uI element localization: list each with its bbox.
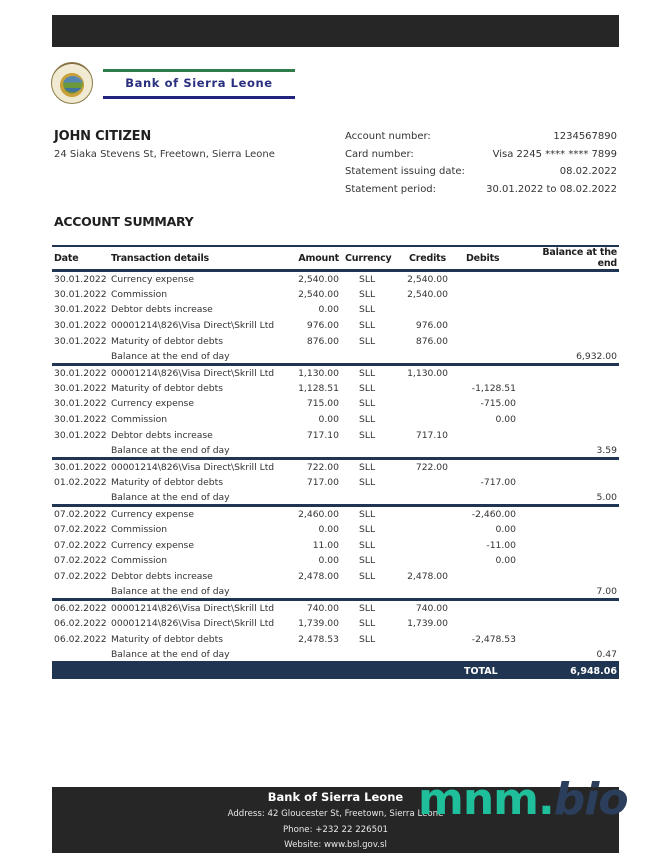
cell-details: Debtor debts increase — [111, 304, 213, 316]
cell-debit: 0.00 — [495, 555, 516, 567]
table-row — [52, 600, 619, 616]
cell-debit — [450, 365, 518, 381]
cell-currency: SLL — [359, 570, 376, 582]
footer-bank-name: Bank of Sierra Leone — [267, 790, 404, 804]
cell-details: Balance at the end of day — [109, 584, 287, 600]
cell-currency: SLL — [359, 304, 376, 316]
cell-currency: SLL — [359, 461, 376, 473]
transactions-table — [52, 245, 619, 679]
table-row — [52, 286, 619, 302]
cell-details: Currency expense — [111, 539, 194, 551]
cell-amount: 722.00 — [306, 461, 339, 473]
cell-currency: SLL — [359, 633, 376, 645]
cell-currency: SLL — [359, 508, 376, 520]
info-value: 08.02.2022 — [559, 166, 617, 177]
cell-date: 06.02.2022 — [54, 603, 107, 615]
col-header-credits: Credits — [403, 246, 450, 271]
cell-date: 07.02.2022 — [54, 523, 107, 535]
cell-details: Maturity of debtor debts — [111, 335, 223, 347]
cell-credit — [403, 490, 450, 506]
table-row — [52, 459, 619, 475]
cell-debit — [450, 443, 518, 459]
cell-debit — [450, 459, 518, 475]
cell-credit: 976.00 — [415, 319, 448, 331]
cell-date: 06.02.2022 — [54, 633, 107, 645]
table-header-row — [52, 246, 619, 271]
cell-balance: 3.59 — [518, 443, 619, 459]
footer-phone: Phone: +232 22 226501 — [282, 824, 389, 835]
cell-date: 30.01.2022 — [54, 304, 107, 316]
logo-navy-rule — [103, 96, 295, 99]
cell-currency — [341, 490, 403, 506]
cell-amount — [287, 349, 341, 365]
section-title: ACCOUNT SUMMARY — [54, 214, 194, 229]
col-header-details: Transaction details — [109, 246, 287, 271]
info-value: 1234567890 — [553, 131, 617, 142]
cell-credit: 740.00 — [415, 603, 448, 615]
logo-green-rule — [103, 69, 295, 72]
total-row — [52, 663, 619, 679]
cell-details: 00001214\826\Visa Direct\Skrill Ltd — [111, 461, 275, 473]
cell-debit — [450, 271, 518, 287]
cell-debit — [450, 427, 518, 443]
cell-amount: 1,128.51 — [298, 382, 339, 394]
cell-currency: SLL — [359, 335, 376, 347]
cell-details: Commission — [111, 555, 168, 567]
cell-debit: 0.00 — [495, 523, 516, 535]
cell-credit — [403, 553, 450, 569]
cell-details: Commission — [111, 523, 168, 535]
cell-balance — [518, 522, 619, 538]
transactions-body — [52, 271, 619, 663]
cell-credit: 2,540.00 — [407, 273, 448, 285]
cell-debit — [450, 302, 518, 318]
cell-amount — [287, 490, 341, 506]
cell-details: Balance at the end of day — [109, 490, 287, 506]
cell-debit: -717.00 — [480, 476, 516, 488]
table-row — [52, 522, 619, 538]
customer-address: 24 Siaka Stevens St, Freetown, Sierra Leone — [54, 149, 275, 160]
cell-debit — [450, 600, 518, 616]
bank-logo-banner — [103, 69, 295, 99]
table-row — [52, 271, 619, 287]
cell-debit: -2,478.53 — [471, 633, 516, 645]
cell-credit — [403, 412, 450, 428]
cell-amount: 0.00 — [318, 555, 339, 567]
info-label: Card number: — [345, 148, 414, 160]
cell-balance: 5.00 — [518, 490, 619, 506]
cell-credit: 876.00 — [415, 335, 448, 347]
cell-details: Maturity of debtor debts — [111, 382, 223, 394]
cell-currency: SLL — [359, 414, 376, 426]
cell-details: Commission — [111, 414, 168, 426]
cell-credit — [403, 537, 450, 553]
cell-currency — [341, 349, 403, 365]
table-row — [52, 365, 619, 381]
cell-debit — [450, 490, 518, 506]
total-label: TOTAL — [450, 663, 518, 679]
cell-balance — [518, 569, 619, 585]
table-row — [52, 427, 619, 443]
info-label: Account number: — [345, 131, 431, 142]
cell-currency: SLL — [359, 603, 376, 615]
cell-details: Debtor debts increase — [111, 429, 213, 441]
cell-debit — [450, 569, 518, 585]
cell-debit: 0.00 — [495, 414, 516, 426]
cell-credit — [403, 506, 450, 522]
cell-date: 30.01.2022 — [54, 319, 107, 331]
cell-details: 00001214\826\Visa Direct\Skrill Ltd — [111, 603, 275, 615]
cell-credit: 2,540.00 — [407, 288, 448, 300]
cell-debit — [450, 333, 518, 349]
balance-row — [52, 584, 619, 600]
cell-currency: SLL — [359, 398, 376, 410]
cell-details: 00001214\826\Visa Direct\Skrill Ltd — [111, 617, 275, 629]
footer-website: Website: www.bsl.gov.sl — [284, 840, 387, 850]
cell-details: Commission — [111, 288, 168, 300]
cell-date: 30.01.2022 — [54, 414, 107, 426]
cell-date — [52, 584, 109, 600]
table-row — [52, 474, 619, 490]
table-row — [52, 537, 619, 553]
cell-debit — [450, 318, 518, 334]
cell-credit — [403, 522, 450, 538]
info-label: Statement issuing date: — [345, 166, 465, 177]
cell-balance — [518, 333, 619, 349]
cell-details: Currency expense — [111, 273, 194, 285]
cell-details: Balance at the end of day — [109, 349, 287, 365]
cell-credit: 717.10 — [415, 429, 448, 441]
cell-date: 30.01.2022 — [54, 367, 107, 379]
cell-date: 30.01.2022 — [54, 382, 107, 394]
top-header-bar — [52, 15, 619, 47]
cell-amount: 876.00 — [306, 335, 339, 347]
cell-balance: 0.47 — [518, 647, 619, 663]
cell-balance — [518, 506, 619, 522]
cell-details: Maturity of debtor debts — [111, 476, 223, 488]
cell-credit: 1,739.00 — [407, 617, 448, 629]
cell-amount: 2,478.00 — [298, 570, 339, 582]
cell-debit: -11.00 — [486, 539, 516, 551]
cell-currency — [341, 584, 403, 600]
cell-balance — [518, 631, 619, 647]
cell-date: 07.02.2022 — [54, 539, 107, 551]
cell-amount — [287, 584, 341, 600]
cell-currency: SLL — [359, 382, 376, 394]
cell-details: Debtor debts increase — [111, 570, 213, 582]
table-row — [52, 631, 619, 647]
cell-amount — [287, 647, 341, 663]
table-row — [52, 616, 619, 632]
cell-debit: -1,128.51 — [471, 382, 516, 394]
cell-date: 30.01.2022 — [54, 429, 107, 441]
col-header-currency: Currency — [341, 246, 403, 271]
issuing-date-row — [345, 166, 617, 184]
cell-debit: -715.00 — [480, 398, 516, 410]
cell-balance — [518, 271, 619, 287]
cell-amount: 740.00 — [306, 603, 339, 615]
cell-currency: SLL — [359, 429, 376, 441]
cell-date: 30.01.2022 — [54, 288, 107, 300]
cell-amount: 715.00 — [306, 398, 339, 410]
cell-credit — [403, 631, 450, 647]
cell-currency: SLL — [359, 273, 376, 285]
cell-debit — [450, 286, 518, 302]
cell-currency — [341, 647, 403, 663]
table-row — [52, 318, 619, 334]
customer-name: JOHN CITIZEN — [54, 129, 152, 144]
total-value: 6,948.06 — [518, 663, 619, 679]
cell-currency: SLL — [359, 523, 376, 535]
cell-debit: -2,460.00 — [471, 508, 516, 520]
cell-debit — [450, 616, 518, 632]
table-row — [52, 412, 619, 428]
cell-amount — [287, 443, 341, 459]
cell-amount: 2,540.00 — [298, 288, 339, 300]
cell-date: 30.01.2022 — [54, 335, 107, 347]
cell-date: 06.02.2022 — [54, 617, 107, 629]
table-row — [52, 302, 619, 318]
cell-amount: 0.00 — [318, 414, 339, 426]
cell-currency: SLL — [359, 539, 376, 551]
table-row — [52, 333, 619, 349]
cell-details: Currency expense — [111, 508, 194, 520]
account-number-row — [345, 131, 617, 149]
info-value: Visa 2245 **** **** 7899 — [492, 148, 617, 160]
cell-balance — [518, 537, 619, 553]
cell-date: 07.02.2022 — [54, 555, 107, 567]
cell-date: 30.01.2022 — [54, 273, 107, 285]
cell-balance: 7.00 — [518, 584, 619, 600]
cell-amount: 717.10 — [306, 429, 339, 441]
cell-balance — [518, 380, 619, 396]
col-header-date: Date — [52, 246, 109, 271]
cell-balance — [518, 459, 619, 475]
cell-amount: 2,478.53 — [298, 633, 339, 645]
card-number-row — [345, 149, 617, 167]
cell-balance — [518, 318, 619, 334]
cell-date: 07.02.2022 — [54, 508, 107, 520]
cell-date — [52, 647, 109, 663]
account-info — [345, 131, 617, 201]
cell-details: 00001214\826\Visa Direct\Skrill Ltd — [111, 319, 275, 331]
cell-amount: 0.00 — [318, 523, 339, 535]
statement-period-row — [345, 184, 617, 202]
cell-balance — [518, 365, 619, 381]
cell-credit: 1,130.00 — [407, 367, 448, 379]
cell-credit — [403, 647, 450, 663]
cell-amount: 11.00 — [312, 539, 339, 551]
balance-row — [52, 490, 619, 506]
cell-details: Currency expense — [111, 398, 194, 410]
logo-bank-name: Bank of Sierra Leone — [125, 76, 273, 90]
balance-row — [52, 647, 619, 663]
cell-balance — [518, 600, 619, 616]
col-header-amount: Amount — [287, 246, 341, 271]
cell-date — [52, 443, 109, 459]
cell-debit — [450, 349, 518, 365]
cell-currency: SLL — [359, 476, 376, 488]
cell-credit — [403, 474, 450, 490]
cell-details: 00001214\826\Visa Direct\Skrill Ltd — [111, 367, 275, 379]
cell-currency: SLL — [359, 288, 376, 300]
cell-date — [52, 349, 109, 365]
cell-balance — [518, 286, 619, 302]
cell-credit: 2,478.00 — [407, 570, 448, 582]
col-header-debits: Debits — [450, 246, 518, 271]
cell-amount: 0.00 — [318, 304, 339, 316]
cell-balance — [518, 396, 619, 412]
cell-currency — [341, 443, 403, 459]
cell-credit: 722.00 — [415, 461, 448, 473]
cell-credit — [403, 584, 450, 600]
cell-balance — [518, 553, 619, 569]
cell-balance — [518, 412, 619, 428]
table-row — [52, 506, 619, 522]
cell-amount: 2,540.00 — [298, 273, 339, 285]
info-value: 30.01.2022 to 08.02.2022 — [486, 183, 617, 195]
cell-balance: 6,932.00 — [518, 349, 619, 365]
cell-date — [52, 490, 109, 506]
cell-details: Balance at the end of day — [109, 647, 287, 663]
cell-currency: SLL — [359, 555, 376, 567]
cell-amount: 1,739.00 — [298, 617, 339, 629]
cell-date: 30.01.2022 — [54, 398, 107, 410]
cell-credit — [403, 302, 450, 318]
info-label: Statement period: — [345, 183, 437, 195]
cell-debit — [450, 647, 518, 663]
cell-amount: 1,130.00 — [298, 367, 339, 379]
cell-debit — [450, 584, 518, 600]
balance-row — [52, 443, 619, 459]
cell-currency: SLL — [359, 319, 376, 331]
cell-balance — [518, 474, 619, 490]
cell-currency: SLL — [359, 367, 376, 379]
cell-date: 30.01.2022 — [54, 461, 107, 473]
cell-balance — [518, 427, 619, 443]
cell-currency: SLL — [359, 617, 376, 629]
col-header-balance: Balance at the end — [518, 246, 619, 271]
cell-date: 01.02.2022 — [54, 476, 107, 488]
cell-amount: 976.00 — [306, 319, 339, 331]
footer-address: Address: 42 Gloucester St, Freetown, Sierra Leone — [227, 809, 444, 819]
cell-credit — [403, 396, 450, 412]
table-row — [52, 396, 619, 412]
cell-credit — [403, 349, 450, 365]
cell-amount: 2,460.00 — [298, 508, 339, 520]
cell-balance — [518, 302, 619, 318]
table-row — [52, 380, 619, 396]
cell-date: 07.02.2022 — [54, 570, 107, 582]
cell-credit — [403, 380, 450, 396]
cell-details: Maturity of debtor debts — [111, 633, 223, 645]
cell-details: Balance at the end of day — [109, 443, 287, 459]
bank-seal-logo-icon — [51, 62, 93, 104]
watermark: mnm.bio — [418, 774, 628, 825]
cell-credit — [403, 443, 450, 459]
balance-row — [52, 349, 619, 365]
cell-balance — [518, 616, 619, 632]
table-row — [52, 553, 619, 569]
table-row — [52, 569, 619, 585]
cell-amount: 717.00 — [306, 476, 339, 488]
